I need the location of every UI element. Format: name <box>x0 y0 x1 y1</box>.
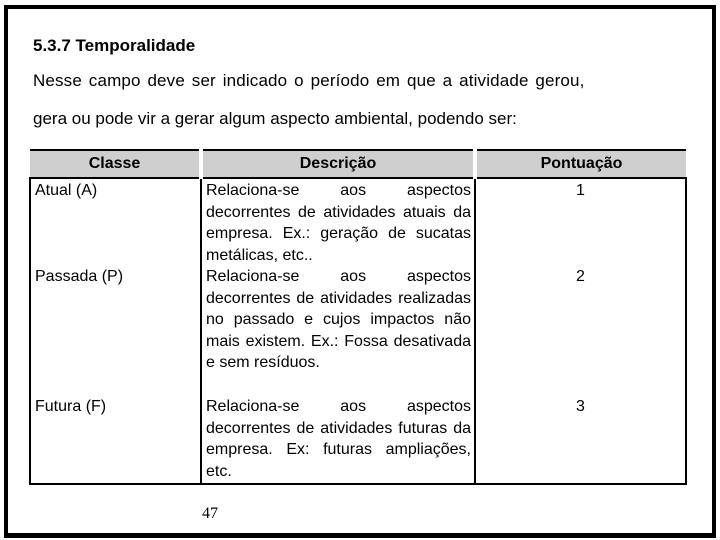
cell-classe: Passada (P) <box>30 266 201 396</box>
cell-classe: Futura (F) <box>30 396 201 484</box>
page-number: 47 <box>202 505 218 522</box>
cell-pontuacao: 3 <box>475 396 686 484</box>
cell-descricao: Relaciona-se aos aspectos decorrentes de atividades realizadas no passado e cujos impactos não mais existem. Ex.: Fossa desativada e sem resíduos. <box>201 266 475 396</box>
section-title: 5.3.7 Temporalidade <box>33 36 196 55</box>
temporalidade-table <box>29 149 687 485</box>
table-header-row <box>30 150 686 178</box>
cell-classe: Atual (A) <box>30 178 201 266</box>
table-row <box>30 266 686 396</box>
cell-descricao: Relaciona-se aos aspectos decorrentes de atividades futuras da empresa. Ex: futuras ampliações, etc. <box>201 396 475 484</box>
cell-pontuacao: 2 <box>475 266 686 396</box>
intro-line-2: gera ou pode vir a gerar algum aspecto ambiental, podendo ser: <box>33 109 517 128</box>
table-row <box>30 178 686 266</box>
header-pontuacao: Pontuação <box>475 150 686 178</box>
header-descricao: Descrição <box>201 150 475 178</box>
cell-pontuacao: 1 <box>475 178 686 266</box>
table-row <box>30 396 686 484</box>
header-classe: Classe <box>30 150 201 178</box>
cell-descricao: Relaciona-se aos aspectos decorrentes de atividades atuais da empresa. Ex.: geração de sucatas metálicas, etc.. <box>201 178 475 266</box>
intro-line-1: Nesse campo deve ser indicado o período em que a atividade gerou, <box>33 71 585 90</box>
